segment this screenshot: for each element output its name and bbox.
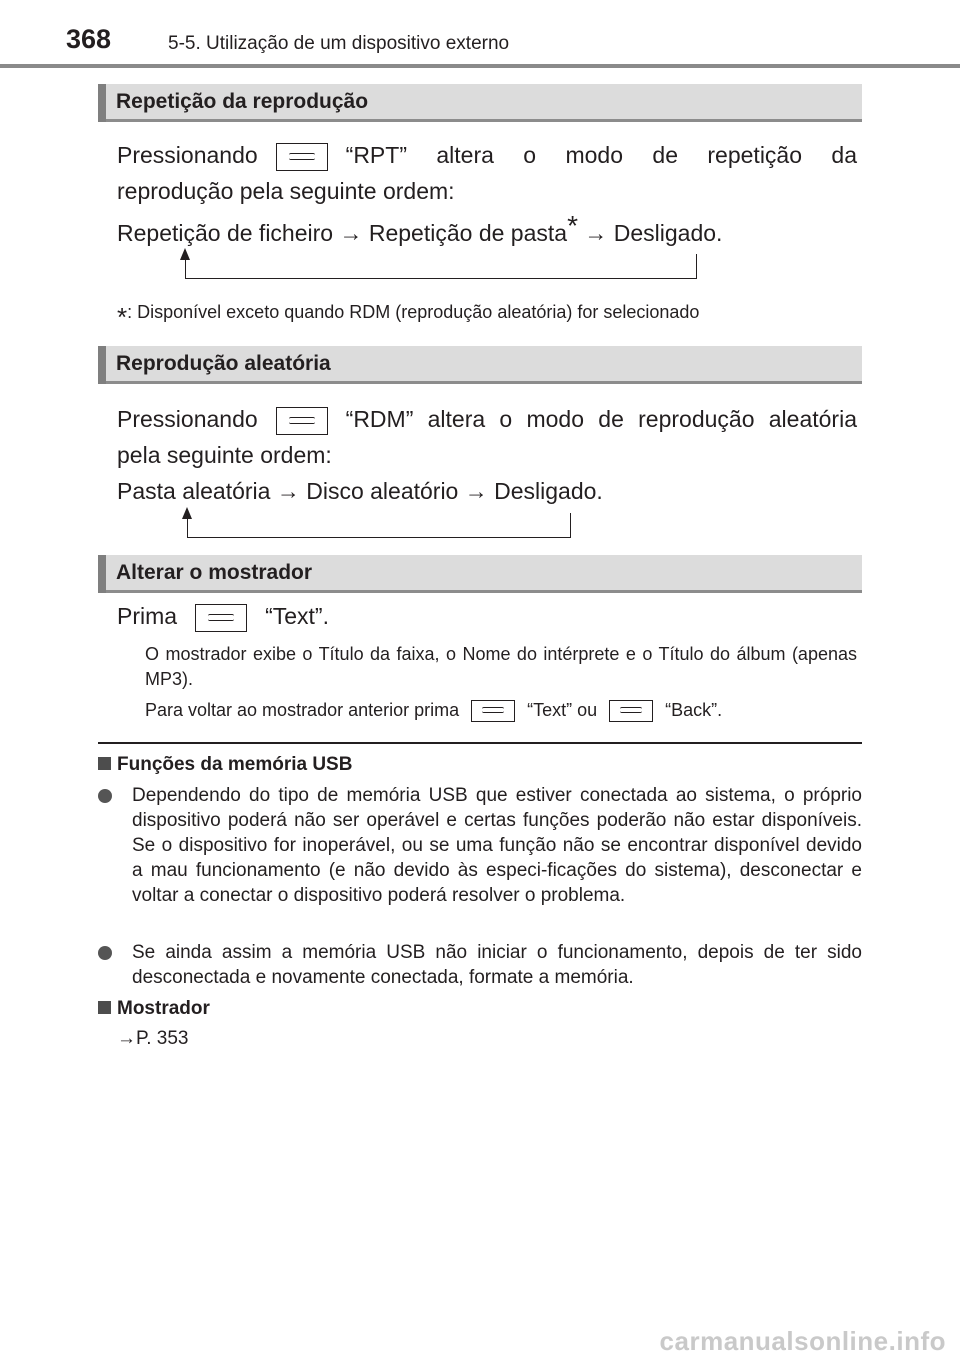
square-bullet-icon [98, 1001, 111, 1014]
page-number: 368 [66, 24, 112, 54]
repeat-suffix: “RPT” altera o modo de repetição da [345, 142, 857, 168]
display-note-1: O mostrador exibe o Título da faixa, o Nome do intérprete e o Título do álbum (apenas MP3). [145, 644, 857, 689]
rpt-button-icon [276, 143, 328, 171]
header-rule [0, 64, 960, 68]
display-suffix: “Text”. [265, 603, 329, 629]
random-sequence: Pasta aleatória → Disco aleatório → Desligado. [117, 478, 603, 504]
repeat-prefix: Pressionando [117, 142, 258, 168]
section-title-random: Reprodução aleatória [116, 352, 331, 375]
section-title-display: Alterar o mostrador [116, 561, 313, 584]
watermark: carmanualsonline.info [659, 1326, 946, 1356]
random-prefix: Pressionando [117, 406, 258, 432]
usb-heading: Funções da memória USB [98, 754, 352, 776]
section-title-repeat: Repetição da reprodução [116, 90, 369, 113]
text-button-icon [195, 604, 247, 632]
back-button-small-icon [609, 700, 653, 722]
square-bullet-icon [98, 757, 111, 770]
section-bar-repeat [98, 84, 862, 122]
display-heading: Mostrador [98, 998, 210, 1020]
display-note-2: Para voltar ao mostrador anterior prima “Text” ou “Back”. [145, 698, 857, 723]
display-paragraph [117, 598, 857, 634]
display-reference: →P. 353 [117, 1028, 189, 1049]
info-divider [98, 742, 862, 744]
rdm-button-icon [276, 407, 328, 435]
repeat-paragraph [117, 137, 857, 251]
repeat-footnote: *: Disponível exceto quando RDM (reprodução aleatória) for selecionado [117, 302, 700, 332]
round-bullet-icon [98, 946, 112, 960]
section-bar-display [98, 555, 862, 593]
round-bullet-icon [98, 789, 112, 803]
section-bar-random [98, 346, 862, 384]
random-loop-arrow [187, 513, 571, 538]
random-line2: pela seguinte ordem: [117, 442, 332, 468]
random-suffix: “RDM” altera o modo de reprodução aleatória [345, 406, 857, 432]
repeat-line2: reprodução pela seguinte ordem: [117, 178, 455, 204]
repeat-loop-arrow [185, 254, 697, 279]
display-prefix: Prima [117, 603, 178, 629]
repeat-sequence: Repetição de ficheiro → Repetição de pasta* → Desligado. [117, 210, 723, 246]
chapter-title: 5-5. Utilização de um dispositivo externo [168, 33, 510, 54]
usb-bullet-1: Dependendo do tipo de memória USB que estiver conectada ao sistema, o próprio dispositivo poderá não ser operável e certas funções poderão não estar disponíveis. Se o dispositivo for inoperável, ou se uma função não se encontrar disponível devido a mau funcionamento (e não devido às especi-ficações do sistema), desconectar e voltar a conectar o dispositivo poderá resolver o problema. [98, 783, 862, 908]
random-paragraph [117, 401, 857, 509]
usb-bullet-2: Se ainda assim a memória USB não iniciar o funcionamento, depois de ter sido desconectada e novamente conectada, formate a memória. [98, 940, 862, 990]
text-button-small-icon [471, 700, 515, 722]
